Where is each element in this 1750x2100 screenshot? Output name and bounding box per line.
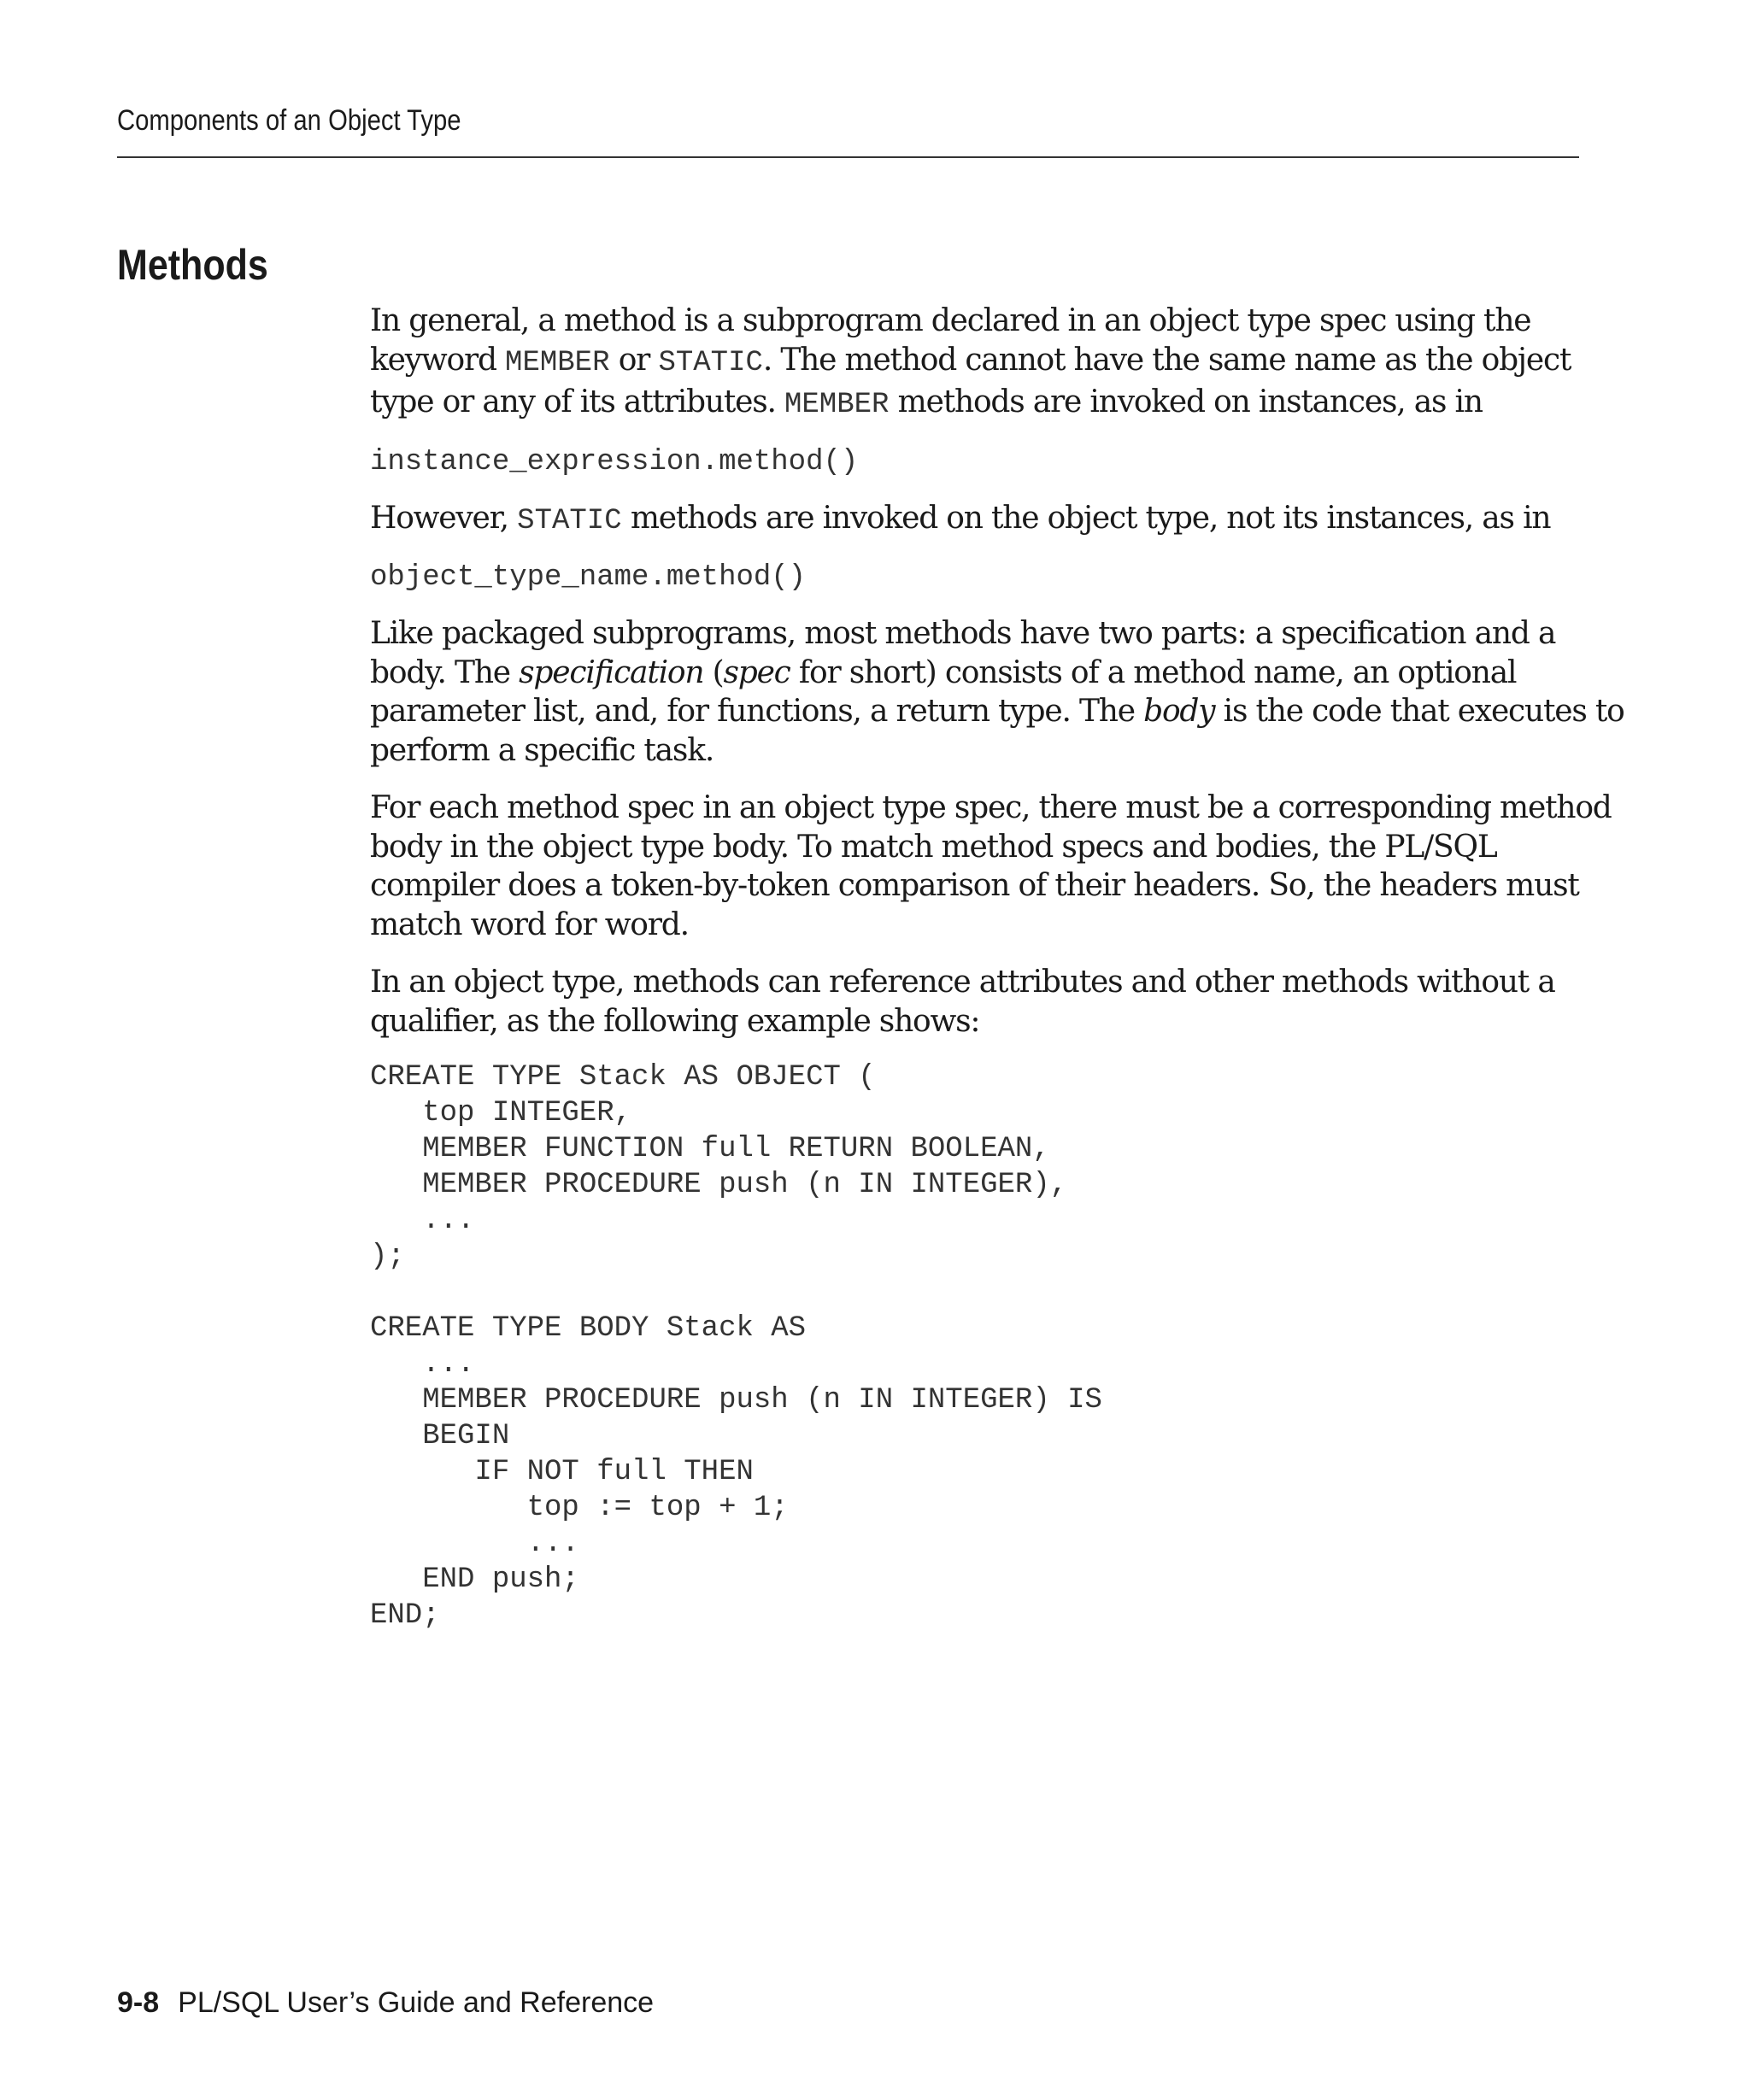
text-run: is the code that executes to: [1214, 694, 1624, 729]
text-run: keyword: [370, 342, 506, 378]
page-number: 9-8: [117, 1986, 160, 2019]
code-example-stack-type: CREATE TYPE Stack AS OBJECT ( top INTEGER, MEMBER FUNCTION full RETURN BOOLEAN, MEMBER PROCEDURE push (n IN INTEGER), ... ); CREATE TYPE BODY Stack AS ... MEMBER PROCEDURE push (n IN INTEGER) IS BEGIN IF NOT full THEN top := top + 1; ... END push; END;: [370, 1061, 1102, 1632]
text-line: Like packaged subprograms, most methods have two parts: a specification and a: [370, 616, 1556, 651]
inline-code-static: STATIC: [658, 346, 763, 379]
inline-code-member: MEMBER: [784, 389, 890, 421]
header-rule: [117, 156, 1579, 158]
text-run: . The method cannot have the same name as the object: [762, 342, 1571, 378]
main-content: [370, 302, 1624, 1634]
text-line: In general, a method is a subprogram declared in an object type spec using the: [370, 303, 1531, 338]
paragraph-methods-intro: [370, 302, 1583, 425]
section-heading: Methods: [117, 241, 268, 289]
book-title: PL/SQL User’s Guide and Reference: [178, 1986, 655, 2019]
text-line: [370, 654, 1583, 693]
text-line: For each method spec in an object type spec, there must be a corresponding method: [370, 790, 1612, 825]
inline-code-static: STATIC: [517, 504, 622, 537]
text-run: body. The: [370, 654, 520, 690]
text-line: [370, 383, 1583, 425]
text-line: [370, 499, 1583, 542]
code-example-instance-call: instance_expression.method(): [370, 445, 859, 478]
text-line: [370, 692, 1624, 731]
running-header: Components of an Object Type: [117, 104, 461, 137]
paragraph-qualifier: [370, 963, 1583, 1041]
text-line: body in the object type body. To match method specs and bodies, the PL/SQL: [370, 829, 1497, 865]
text-line: match word for word.: [370, 906, 689, 942]
emphasis-spec: spec: [723, 654, 790, 690]
text-run: (: [703, 654, 724, 690]
text-run: methods are invoked on the object type, not its instances, as in: [621, 500, 1551, 536]
text-run: or: [609, 342, 659, 378]
text-run: methods are invoked on instances, as in: [889, 384, 1483, 419]
page-footer: [117, 1986, 654, 2020]
paragraph-matching-headers: [370, 789, 1612, 944]
text-line: [370, 341, 1583, 384]
text-run: type or any of its attributes.: [370, 384, 784, 419]
text-line: perform a specific task.: [370, 732, 714, 768]
inline-code-member: MEMBER: [505, 346, 610, 379]
code-example-type-call: object_type_name.method(): [370, 561, 807, 594]
text-run: parameter list, and, for functions, a return type. The: [370, 694, 1144, 729]
text-run: However,: [370, 500, 518, 536]
paragraph-static-methods: [370, 499, 1583, 542]
emphasis-body: body: [1143, 694, 1215, 729]
text-run: for short) consists of a method name, an optional: [790, 654, 1517, 690]
text-line: In an object type, methods can reference attributes and other methods without a: [370, 965, 1555, 1000]
paragraph-spec-and-body: [370, 614, 1624, 770]
text-line: qualifier, as the following example shows:: [370, 1003, 980, 1039]
emphasis-specification: specification: [519, 654, 704, 690]
text-line: compiler does a token-by-token comparison of their headers. So, the headers must: [370, 868, 1579, 903]
